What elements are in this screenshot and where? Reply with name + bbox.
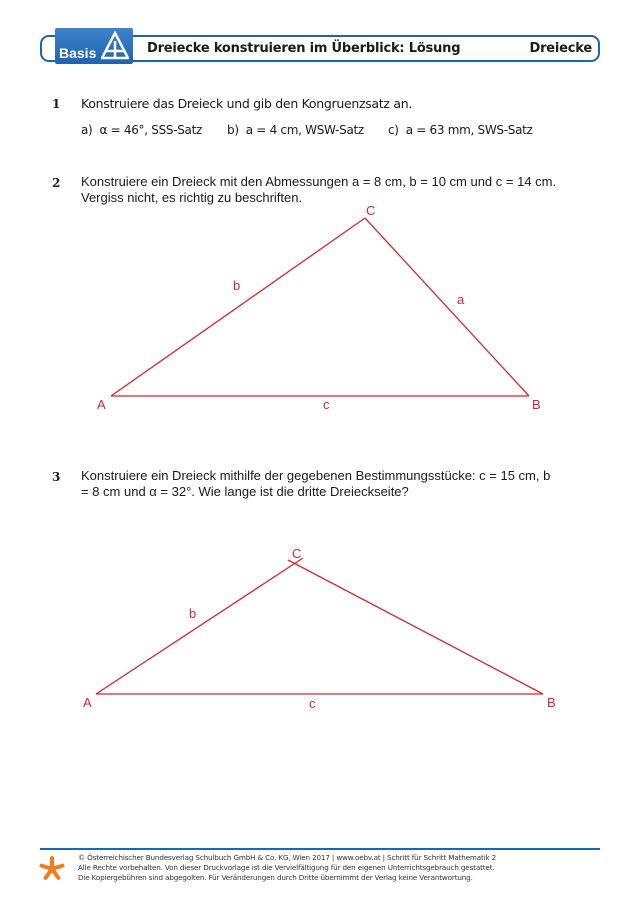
footer-line-1: © Österreichischer Bundesverlag Schulbuch GmbH & Co. KG, Wien 2017 | www.oebv.at | Schritt für Schritt Mathematik 2 — [78, 853, 497, 862]
triangle-2 — [97, 203, 541, 412]
task-3-text: Konstruiere ein Dreieck mithilfe der gegebenen Bestimmungsstücke: c = 15 cm, b = 8 cm und α = 32°. Wie lange ist die dritte Dreieckseite? — [81, 468, 551, 499]
page-title: Dreiecke konstruieren im Überblick: Lösung — [147, 41, 461, 56]
vertex-B-3: B — [547, 695, 556, 710]
side-label-b-3: b — [189, 606, 197, 621]
vertex-A-2: A — [97, 397, 106, 412]
task-1-text: Konstruiere das Dreieck und gib den Kongruenzsatz an. — [81, 96, 412, 111]
task-3-number: 3 — [52, 470, 61, 484]
side-label-c-2: c — [323, 397, 330, 412]
badge-label: Basis — [59, 45, 97, 61]
side-label-c-3: c — [309, 696, 316, 711]
page-topic: Dreiecke — [529, 41, 592, 56]
vertex-A-3: A — [83, 695, 92, 710]
item-b-text: a = 4 cm, WSW-Satz — [245, 123, 364, 137]
item-c-label: c) — [388, 123, 399, 137]
side-label-a-2: a — [457, 292, 465, 307]
item-c-text: a = 63 mm, SWS-Satz — [405, 123, 533, 137]
item-a-text: α = 46°, SSS-Satz — [99, 123, 203, 137]
side-a-2 — [365, 218, 529, 396]
footer-line-3: Die Kopiergebühren sind abgegolten. Für Veränderungen durch Dritte übernimmt der Verlag keine Verantwortung. — [78, 873, 473, 882]
footer-line-2: Alle Rechte vorbehalten. Von dieser Druckvorlage ist die Vervielfältigung für den eigenen Unterrichtsgebrauch gestattet. — [78, 863, 495, 872]
side-label-b-2: b — [233, 278, 241, 293]
vertex-C-3: C — [292, 546, 302, 561]
item-a-label: a) — [81, 123, 93, 137]
vertex-C-2: C — [366, 203, 376, 218]
triangle-3 — [83, 546, 556, 711]
item-b-label: b) — [227, 123, 239, 137]
side-a-3 — [288, 560, 543, 694]
footer-copyright — [78, 853, 578, 883]
task-2-text: Konstruiere ein Dreieck mit den Abmessungen a = 8 cm, b = 10 cm und c = 14 cm. Vergiss nicht, es richtig zu beschriften. — [81, 174, 557, 205]
vertex-B-2: B — [532, 397, 541, 412]
task-2-number: 2 — [52, 176, 61, 190]
side-b-2 — [111, 218, 365, 396]
side-b-3 — [96, 558, 303, 694]
footer-divider — [40, 848, 600, 850]
publisher-logo-icon — [38, 855, 66, 883]
task-1-number: 1 — [52, 97, 61, 111]
